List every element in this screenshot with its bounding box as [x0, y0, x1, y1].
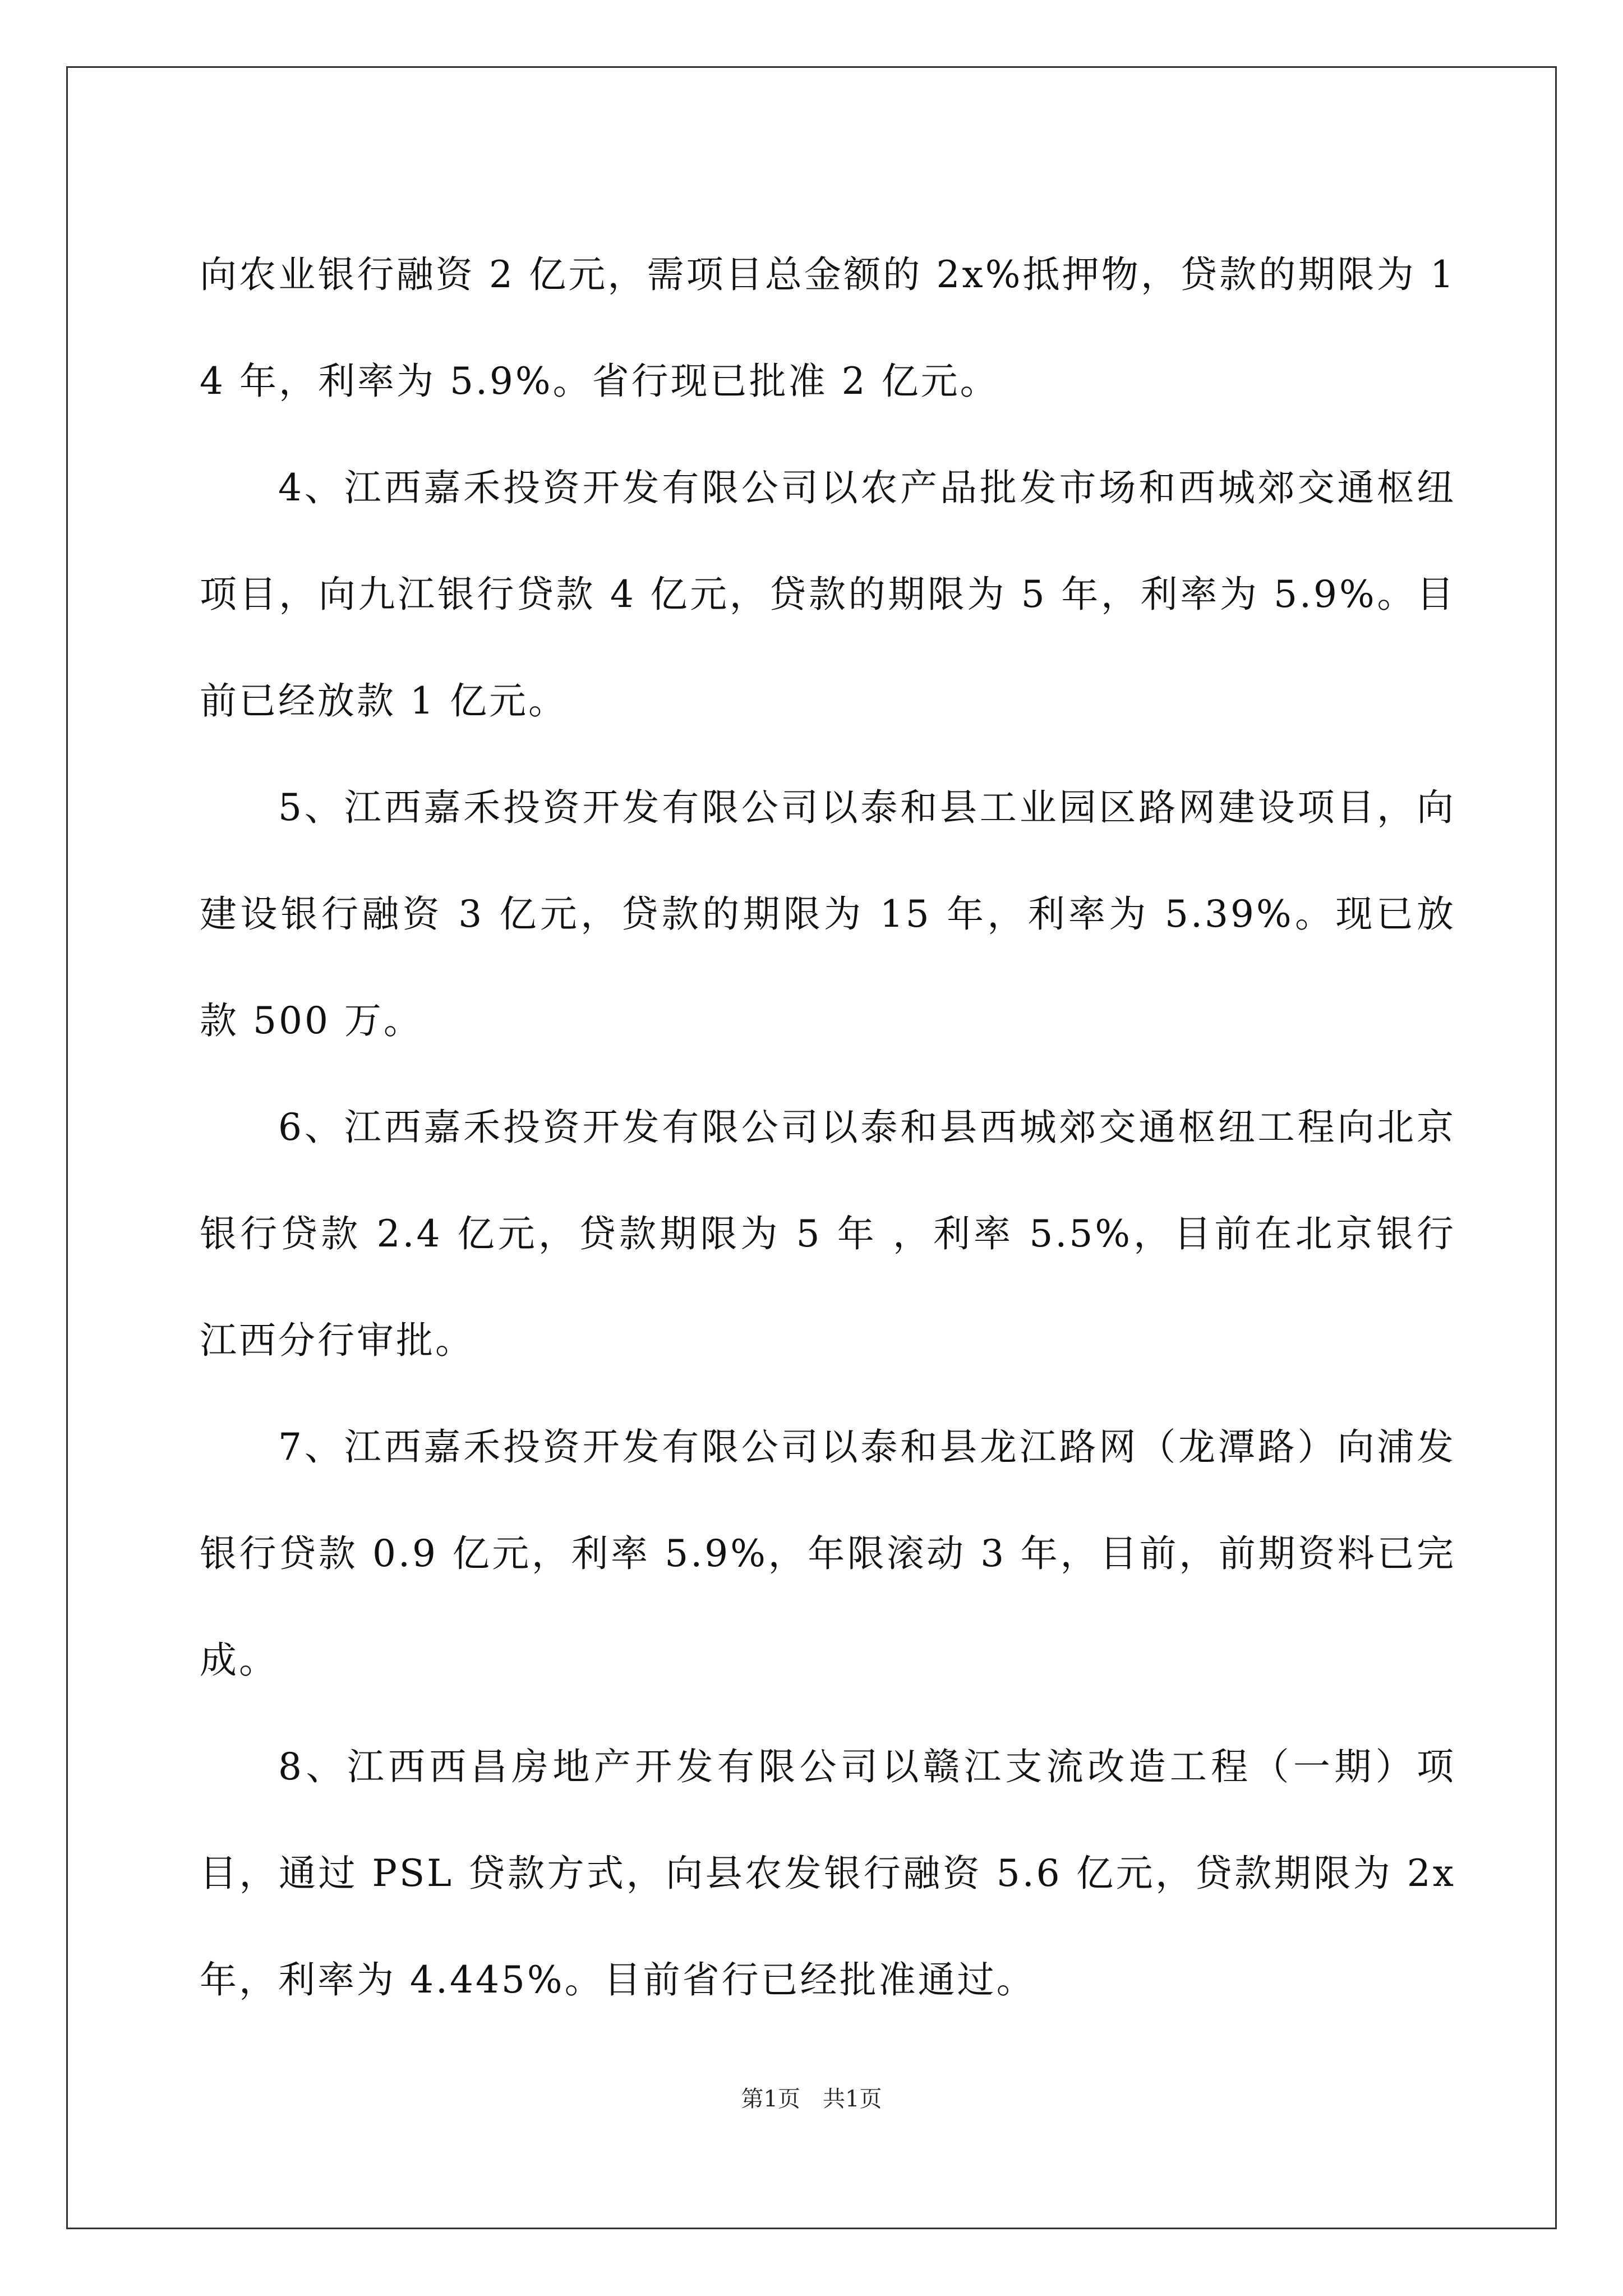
document-body: [200, 222, 1456, 2033]
page-footer: [0, 2081, 1623, 2113]
paragraph-2: 4、江西嘉禾投资开发有限公司以农产品批发市场和西城郊交通枢纽项目，向九江银行贷款 4 亿元，贷款的期限为 5 年，利率为 5.9%。目前已经放款 1 亿元。: [200, 466, 1456, 723]
page-number: 第1页: [741, 2086, 800, 2112]
paragraph-4: 6、江西嘉禾投资开发有限公司以泰和县西城郊交通枢纽工程向北京银行贷款 2.4 亿元，贷款期限为 5 年 ，利率 5.5%，目前在北京银行江西分行审批。: [200, 1106, 1456, 1362]
paragraph-6: 8、江西西昌房地产开发有限公司以赣江支流改造工程（一期）项目，通过 PSL 贷款方式，向县农发银行融资 5.6 亿元，贷款期限为 2x 年，利率为 4.445%。目前省行已经批准通过。: [200, 1745, 1456, 2001]
paragraph-1: 向农业银行融资 2 亿元，需项目总金额的 2x%抵押物，贷款的期限为 14 年，利率为 5.9%。省行现已批准 2 亿元。: [200, 253, 1456, 403]
paragraph-5: 7、江西嘉禾投资开发有限公司以泰和县龙江路网（龙潭路）向浦发银行贷款 0.9 亿元，利率 5.9%，年限滚动 3 年，目前，前期资料已完成。: [200, 1425, 1456, 1682]
paragraph-3: 5、江西嘉禾投资开发有限公司以泰和县工业园区路网建设项目，向建设银行融资 3 亿元，贷款的期限为 15 年，利率为 5.39%。现已放款 500 万。: [200, 786, 1456, 1042]
page-total: 共1页: [823, 2086, 882, 2112]
